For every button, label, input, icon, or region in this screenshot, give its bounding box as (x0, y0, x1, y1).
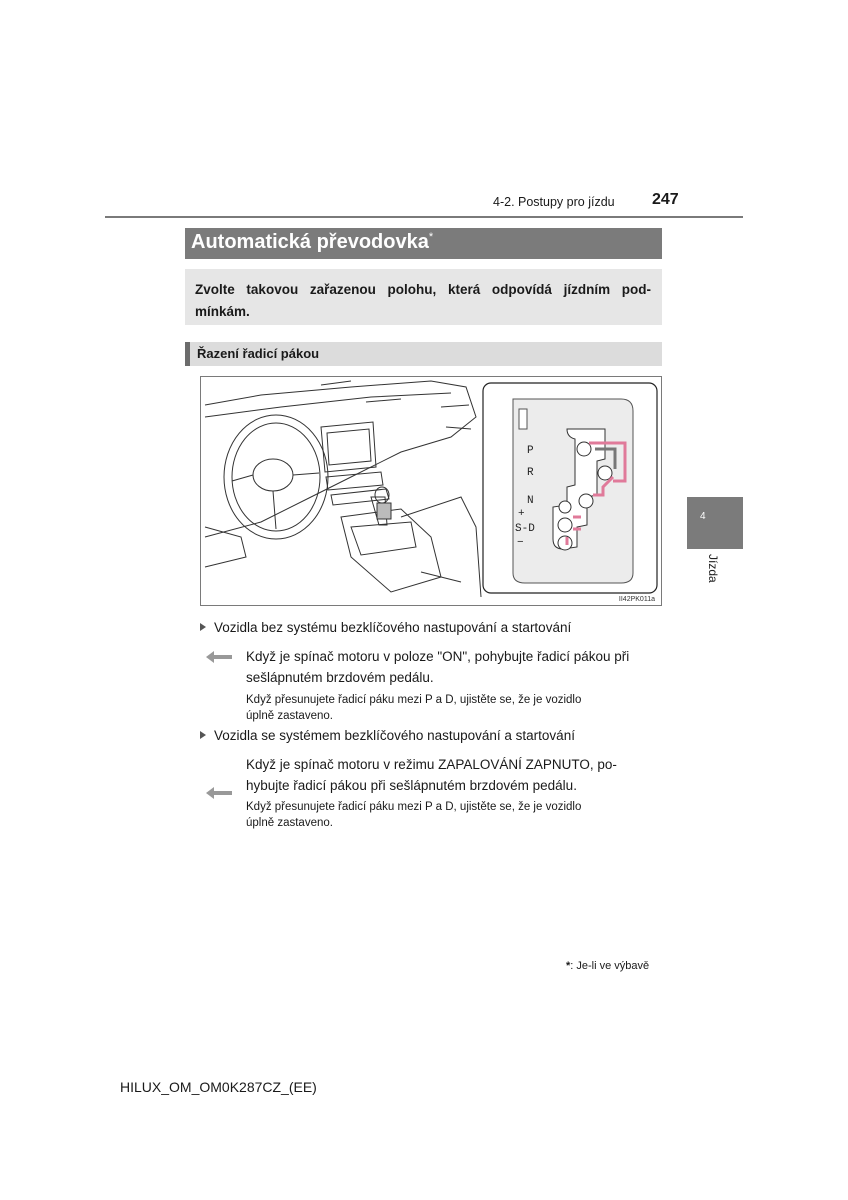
bullet-heading-2-text: Vozidla se systémem bezklíčového nastupování a startování (214, 728, 575, 743)
chapter-label: Jízda (706, 554, 720, 583)
page-title (191, 231, 433, 254)
subsection-bar (185, 342, 662, 366)
shift-gate-inset (377, 383, 657, 593)
bullet-2-note (246, 799, 661, 831)
subsection-title: Řazení řadicí pákou (197, 346, 320, 361)
bullet-2-main-line1: Když je spínač motoru v režimu ZAPALOVÁNÍ ZAPNUTO, po- (246, 757, 617, 772)
bullet-1-main (246, 646, 661, 688)
dashboard-illustration (201, 377, 661, 605)
bullet-2-main-line2: hybujte řadicí pákou při sešlápnutém brzdovém pedálu. (246, 778, 577, 793)
section-header: 4-2. Postupy pro jízdu (493, 195, 615, 209)
left-arrow-icon (206, 651, 232, 663)
bullet-heading-2 (200, 728, 575, 743)
triangle-right-icon (200, 623, 206, 631)
figure-code: II42PK011a (618, 596, 655, 603)
shift-lever-figure (200, 376, 662, 606)
triangle-right-icon (200, 731, 206, 739)
gate-label-r: R (527, 467, 534, 479)
bullet-2-note-line2: úplně zastaveno. (246, 817, 333, 829)
page-title-bar (185, 228, 662, 259)
subsection-accent (185, 342, 190, 366)
header-divider (105, 216, 743, 218)
page-number: 247 (652, 191, 679, 208)
document-code: HILUX_OM_OM0K287CZ_(EE) (120, 1079, 317, 1095)
footnote-text: : Je-li ve výbavě (570, 960, 650, 972)
left-arrow-icon (206, 787, 232, 799)
footnote-mark: * (566, 960, 571, 972)
footnote (566, 960, 649, 972)
gate-label-minus: − (517, 537, 524, 549)
page-title-text: Automatická převodovka (191, 231, 429, 253)
title-asterisk: * (428, 231, 434, 243)
bullet-1-note (246, 692, 661, 724)
chapter-tab (687, 497, 743, 549)
chapter-number: 4 (700, 511, 706, 522)
bullet-2-note-line1: Když přesunujete řadicí páku mezi P a D, ujistěte se, že je vozidlo (246, 801, 582, 813)
bullet-heading-1 (200, 620, 571, 635)
bullet-heading-1-text: Vozidla bez systému bezklíčového nastupování a startování (214, 620, 572, 635)
bullet-1-main-line2: sešlápnutém brzdovém pedálu. (246, 670, 434, 685)
intro-text: Zvolte takovou zařazenou polohu, která odpovídá jízdním pod- mínkám. (195, 282, 651, 319)
intro-box (185, 269, 662, 325)
bullet-2-main (246, 754, 661, 796)
bullet-1-note-line2: úplně zastaveno. (246, 710, 333, 722)
gate-label-sd: S-D (515, 523, 535, 535)
gate-label-p: P (527, 445, 534, 457)
gate-label-plus: + (518, 508, 525, 520)
bullet-1-note-line1: Když přesunujete řadicí páku mezi P a D, ujistěte se, že je vozidlo (246, 694, 582, 706)
gate-label-n: N (527, 495, 534, 507)
bullet-1-main-line1: Když je spínač motoru v poloze "ON", pohybujte řadicí pákou při (246, 649, 630, 664)
